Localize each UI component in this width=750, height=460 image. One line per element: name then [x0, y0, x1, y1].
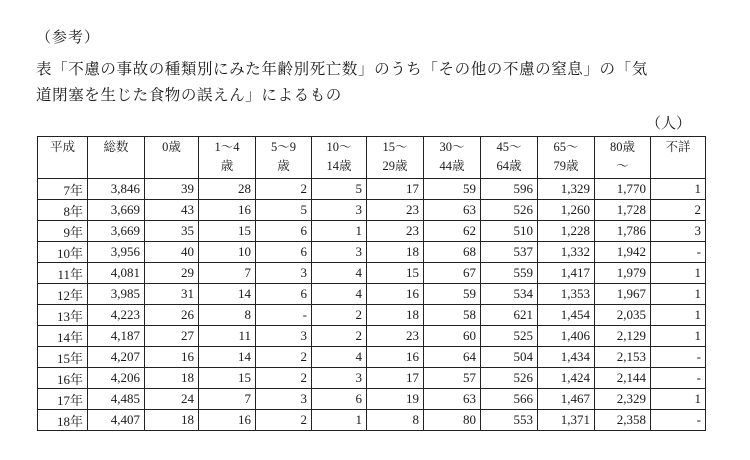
table-body: [38, 179, 706, 431]
column-header-line-1: 65～: [553, 140, 579, 154]
table-cell: 2: [256, 410, 312, 431]
reference-note: （参考）: [36, 28, 101, 46]
table-cell: 1: [312, 410, 367, 431]
table-cell: 1,406: [538, 326, 595, 347]
table-cell: 18: [367, 242, 424, 263]
table-cell: 1,770: [595, 179, 651, 200]
table-row: [38, 200, 706, 221]
table-cell: 2: [256, 179, 312, 200]
row-year-label: 16年: [38, 368, 88, 389]
table-cell: 2,329: [595, 389, 651, 410]
table-cell: -: [256, 305, 312, 326]
table-cell: 2: [256, 347, 312, 368]
table-cell: 621: [481, 305, 538, 326]
table-cell: 4: [312, 263, 367, 284]
table-cell: 3: [312, 242, 367, 263]
table-cell: -: [651, 347, 706, 368]
table-cell: 2,153: [595, 347, 651, 368]
table-cell: 1,228: [538, 221, 595, 242]
table-cell: 19: [367, 389, 424, 410]
table-cell: 4,207: [88, 347, 145, 368]
column-header-line-2: 44歳: [439, 159, 465, 173]
table-cell: 537: [481, 242, 538, 263]
column-header-line-1: 80歳: [609, 140, 635, 154]
table-cell: 3: [256, 263, 312, 284]
row-year-label: 12年: [38, 284, 88, 305]
table-cell: 1: [651, 179, 706, 200]
table-cell: 15: [367, 263, 424, 284]
table-row: [38, 221, 706, 242]
table-cell: 3: [256, 389, 312, 410]
table-cell: 1,371: [538, 410, 595, 431]
table-title: [36, 56, 736, 108]
table-cell: 64: [424, 347, 481, 368]
table-cell: 3: [312, 200, 367, 221]
row-year-label: 9年: [38, 221, 88, 242]
column-header-line-1: 0歳: [162, 140, 181, 154]
table-row: [38, 305, 706, 326]
table-cell: 4: [312, 347, 367, 368]
table-cell: 23: [367, 200, 424, 221]
table-row: [38, 326, 706, 347]
table-cell: 17: [367, 368, 424, 389]
column-header-line-2: 歳: [220, 159, 234, 173]
table-cell: 16: [199, 410, 256, 431]
table-cell: 16: [367, 347, 424, 368]
table-cell: 596: [481, 179, 538, 200]
table-cell: 68: [424, 242, 481, 263]
death-count-table: [37, 136, 706, 431]
table-cell: 2: [256, 368, 312, 389]
column-header-line-1: 5～9: [270, 140, 296, 154]
table-cell: 23: [367, 221, 424, 242]
table-cell: 60: [424, 326, 481, 347]
column-header: [145, 137, 199, 179]
table-cell: 525: [481, 326, 538, 347]
table-cell: 2,144: [595, 368, 651, 389]
table-cell: 18: [145, 368, 199, 389]
table-cell: 63: [424, 389, 481, 410]
column-header-line-1: 1～4: [214, 140, 240, 154]
table-row: [38, 347, 706, 368]
table-cell: 4,485: [88, 389, 145, 410]
table-row: [38, 389, 706, 410]
table-cell: 4,407: [88, 410, 145, 431]
table-cell: 1: [651, 263, 706, 284]
table-cell: 15: [199, 368, 256, 389]
table-cell: 1: [651, 284, 706, 305]
table-cell: 4,187: [88, 326, 145, 347]
row-year-label: 13年: [38, 305, 88, 326]
column-header: [481, 137, 538, 179]
table-cell: 6: [256, 242, 312, 263]
column-header: [256, 137, 312, 179]
table-cell: 1,786: [595, 221, 651, 242]
column-header: [651, 137, 706, 179]
table-cell: 43: [145, 200, 199, 221]
table-cell: 63: [424, 200, 481, 221]
column-header-line-1: 10～: [326, 140, 352, 154]
table-cell: 526: [481, 200, 538, 221]
table-cell: 57: [424, 368, 481, 389]
table-cell: 39: [145, 179, 199, 200]
table-cell: 566: [481, 389, 538, 410]
column-header: [424, 137, 481, 179]
column-header: [38, 137, 88, 179]
table-cell: 559: [481, 263, 538, 284]
table-cell: 16: [199, 200, 256, 221]
table-cell: 1: [312, 221, 367, 242]
table-cell: 3: [312, 368, 367, 389]
table-cell: 59: [424, 284, 481, 305]
table-cell: 1,942: [595, 242, 651, 263]
table-cell: 6: [256, 221, 312, 242]
table-cell: 62: [424, 221, 481, 242]
title-line-2: 道閉塞を生じた食物の誤えん」によるもの: [36, 86, 342, 104]
table-cell: 18: [145, 410, 199, 431]
table-cell: 4,081: [88, 263, 145, 284]
table-cell: 4: [312, 284, 367, 305]
table-cell: 1: [651, 326, 706, 347]
row-year-label: 15年: [38, 347, 88, 368]
table-cell: 40: [145, 242, 199, 263]
table-cell: 17: [367, 179, 424, 200]
column-header-line-1: 15～: [382, 140, 408, 154]
table-cell: -: [651, 368, 706, 389]
column-header: [367, 137, 424, 179]
table-header: [38, 137, 706, 179]
column-header-line-1: 45～: [496, 140, 522, 154]
table-cell: 6: [312, 389, 367, 410]
table-cell: 1,260: [538, 200, 595, 221]
column-header-line-1: 30～: [439, 140, 465, 154]
table-cell: 3: [651, 221, 706, 242]
table-cell: 1,454: [538, 305, 595, 326]
table-cell: 18: [367, 305, 424, 326]
table-cell: 5: [256, 200, 312, 221]
table-cell: 4,223: [88, 305, 145, 326]
column-header: [88, 137, 145, 179]
column-header: [312, 137, 367, 179]
table-cell: 1,728: [595, 200, 651, 221]
table-row: [38, 242, 706, 263]
table-cell: 1: [651, 389, 706, 410]
row-year-label: 8年: [38, 200, 88, 221]
table-cell: 5: [312, 179, 367, 200]
table-cell: 3,669: [88, 221, 145, 242]
table-cell: 27: [145, 326, 199, 347]
table-cell: 534: [481, 284, 538, 305]
table-cell: -: [651, 242, 706, 263]
unit-label: （人）: [646, 114, 692, 132]
table-cell: 1,979: [595, 263, 651, 284]
column-header-line-1: 総数: [103, 140, 129, 154]
column-header-line-2: 29歳: [382, 159, 408, 173]
table-cell: 10: [199, 242, 256, 263]
table-cell: -: [651, 410, 706, 431]
table-cell: 2,358: [595, 410, 651, 431]
table-cell: 7: [199, 263, 256, 284]
table-cell: 510: [481, 221, 538, 242]
column-header-line-2: ～: [616, 159, 629, 173]
table-cell: 1,967: [595, 284, 651, 305]
table-cell: 1,434: [538, 347, 595, 368]
column-header: [199, 137, 256, 179]
table-cell: 1,424: [538, 368, 595, 389]
table-row: [38, 368, 706, 389]
row-year-label: 10年: [38, 242, 88, 263]
table-cell: 526: [481, 368, 538, 389]
table-cell: 31: [145, 284, 199, 305]
column-header-line-2: 14歳: [326, 159, 352, 173]
table-cell: 8: [199, 305, 256, 326]
row-year-label: 18年: [38, 410, 88, 431]
table-cell: 16: [145, 347, 199, 368]
table-cell: 58: [424, 305, 481, 326]
row-year-label: 7年: [38, 179, 88, 200]
table-cell: 2,035: [595, 305, 651, 326]
row-year-label: 11年: [38, 263, 88, 284]
table-cell: 80: [424, 410, 481, 431]
table-cell: 504: [481, 347, 538, 368]
table-cell: 1,417: [538, 263, 595, 284]
table-cell: 2: [312, 326, 367, 347]
table-cell: 29: [145, 263, 199, 284]
row-year-label: 17年: [38, 389, 88, 410]
row-year-label: 14年: [38, 326, 88, 347]
column-header-line-2: 64歳: [496, 159, 522, 173]
table-cell: 23: [367, 326, 424, 347]
table-row: [38, 263, 706, 284]
table-cell: 59: [424, 179, 481, 200]
table-cell: 553: [481, 410, 538, 431]
column-header-line-1: 不詳: [665, 140, 691, 154]
table-cell: 2: [651, 200, 706, 221]
table-cell: 16: [367, 284, 424, 305]
column-header-line-2: 歳: [277, 159, 290, 173]
table-cell: 28: [199, 179, 256, 200]
table-cell: 14: [199, 284, 256, 305]
table-cell: 4,206: [88, 368, 145, 389]
table-cell: 2,129: [595, 326, 651, 347]
table-cell: 7: [199, 389, 256, 410]
column-header-line-1: 平成: [49, 140, 75, 154]
table-cell: 11: [199, 326, 256, 347]
table-cell: 3,985: [88, 284, 145, 305]
table-cell: 1: [651, 305, 706, 326]
column-header: [538, 137, 595, 179]
table-cell: 15: [199, 221, 256, 242]
table-cell: 67: [424, 263, 481, 284]
table-cell: 2: [312, 305, 367, 326]
table-cell: 3,846: [88, 179, 145, 200]
column-header: [595, 137, 651, 179]
table-cell: 1,467: [538, 389, 595, 410]
header-row: [38, 137, 706, 179]
table-row: [38, 179, 706, 200]
table-cell: 6: [256, 284, 312, 305]
table-cell: 3,956: [88, 242, 145, 263]
table-row: [38, 284, 706, 305]
column-header-line-2: 79歳: [553, 159, 579, 173]
table-cell: 3: [256, 326, 312, 347]
table-cell: 1,332: [538, 242, 595, 263]
table-cell: 14: [199, 347, 256, 368]
table-cell: 3,669: [88, 200, 145, 221]
table-cell: 35: [145, 221, 199, 242]
table-cell: 1,329: [538, 179, 595, 200]
table-row: [38, 410, 706, 431]
table-cell: 24: [145, 389, 199, 410]
table-cell: 8: [367, 410, 424, 431]
title-line-1: 表「不慮の事故の種類別にみた年齢別死亡数」のうち「その他の不慮の窒息」の「気: [36, 60, 648, 78]
table-cell: 1,353: [538, 284, 595, 305]
table-cell: 26: [145, 305, 199, 326]
